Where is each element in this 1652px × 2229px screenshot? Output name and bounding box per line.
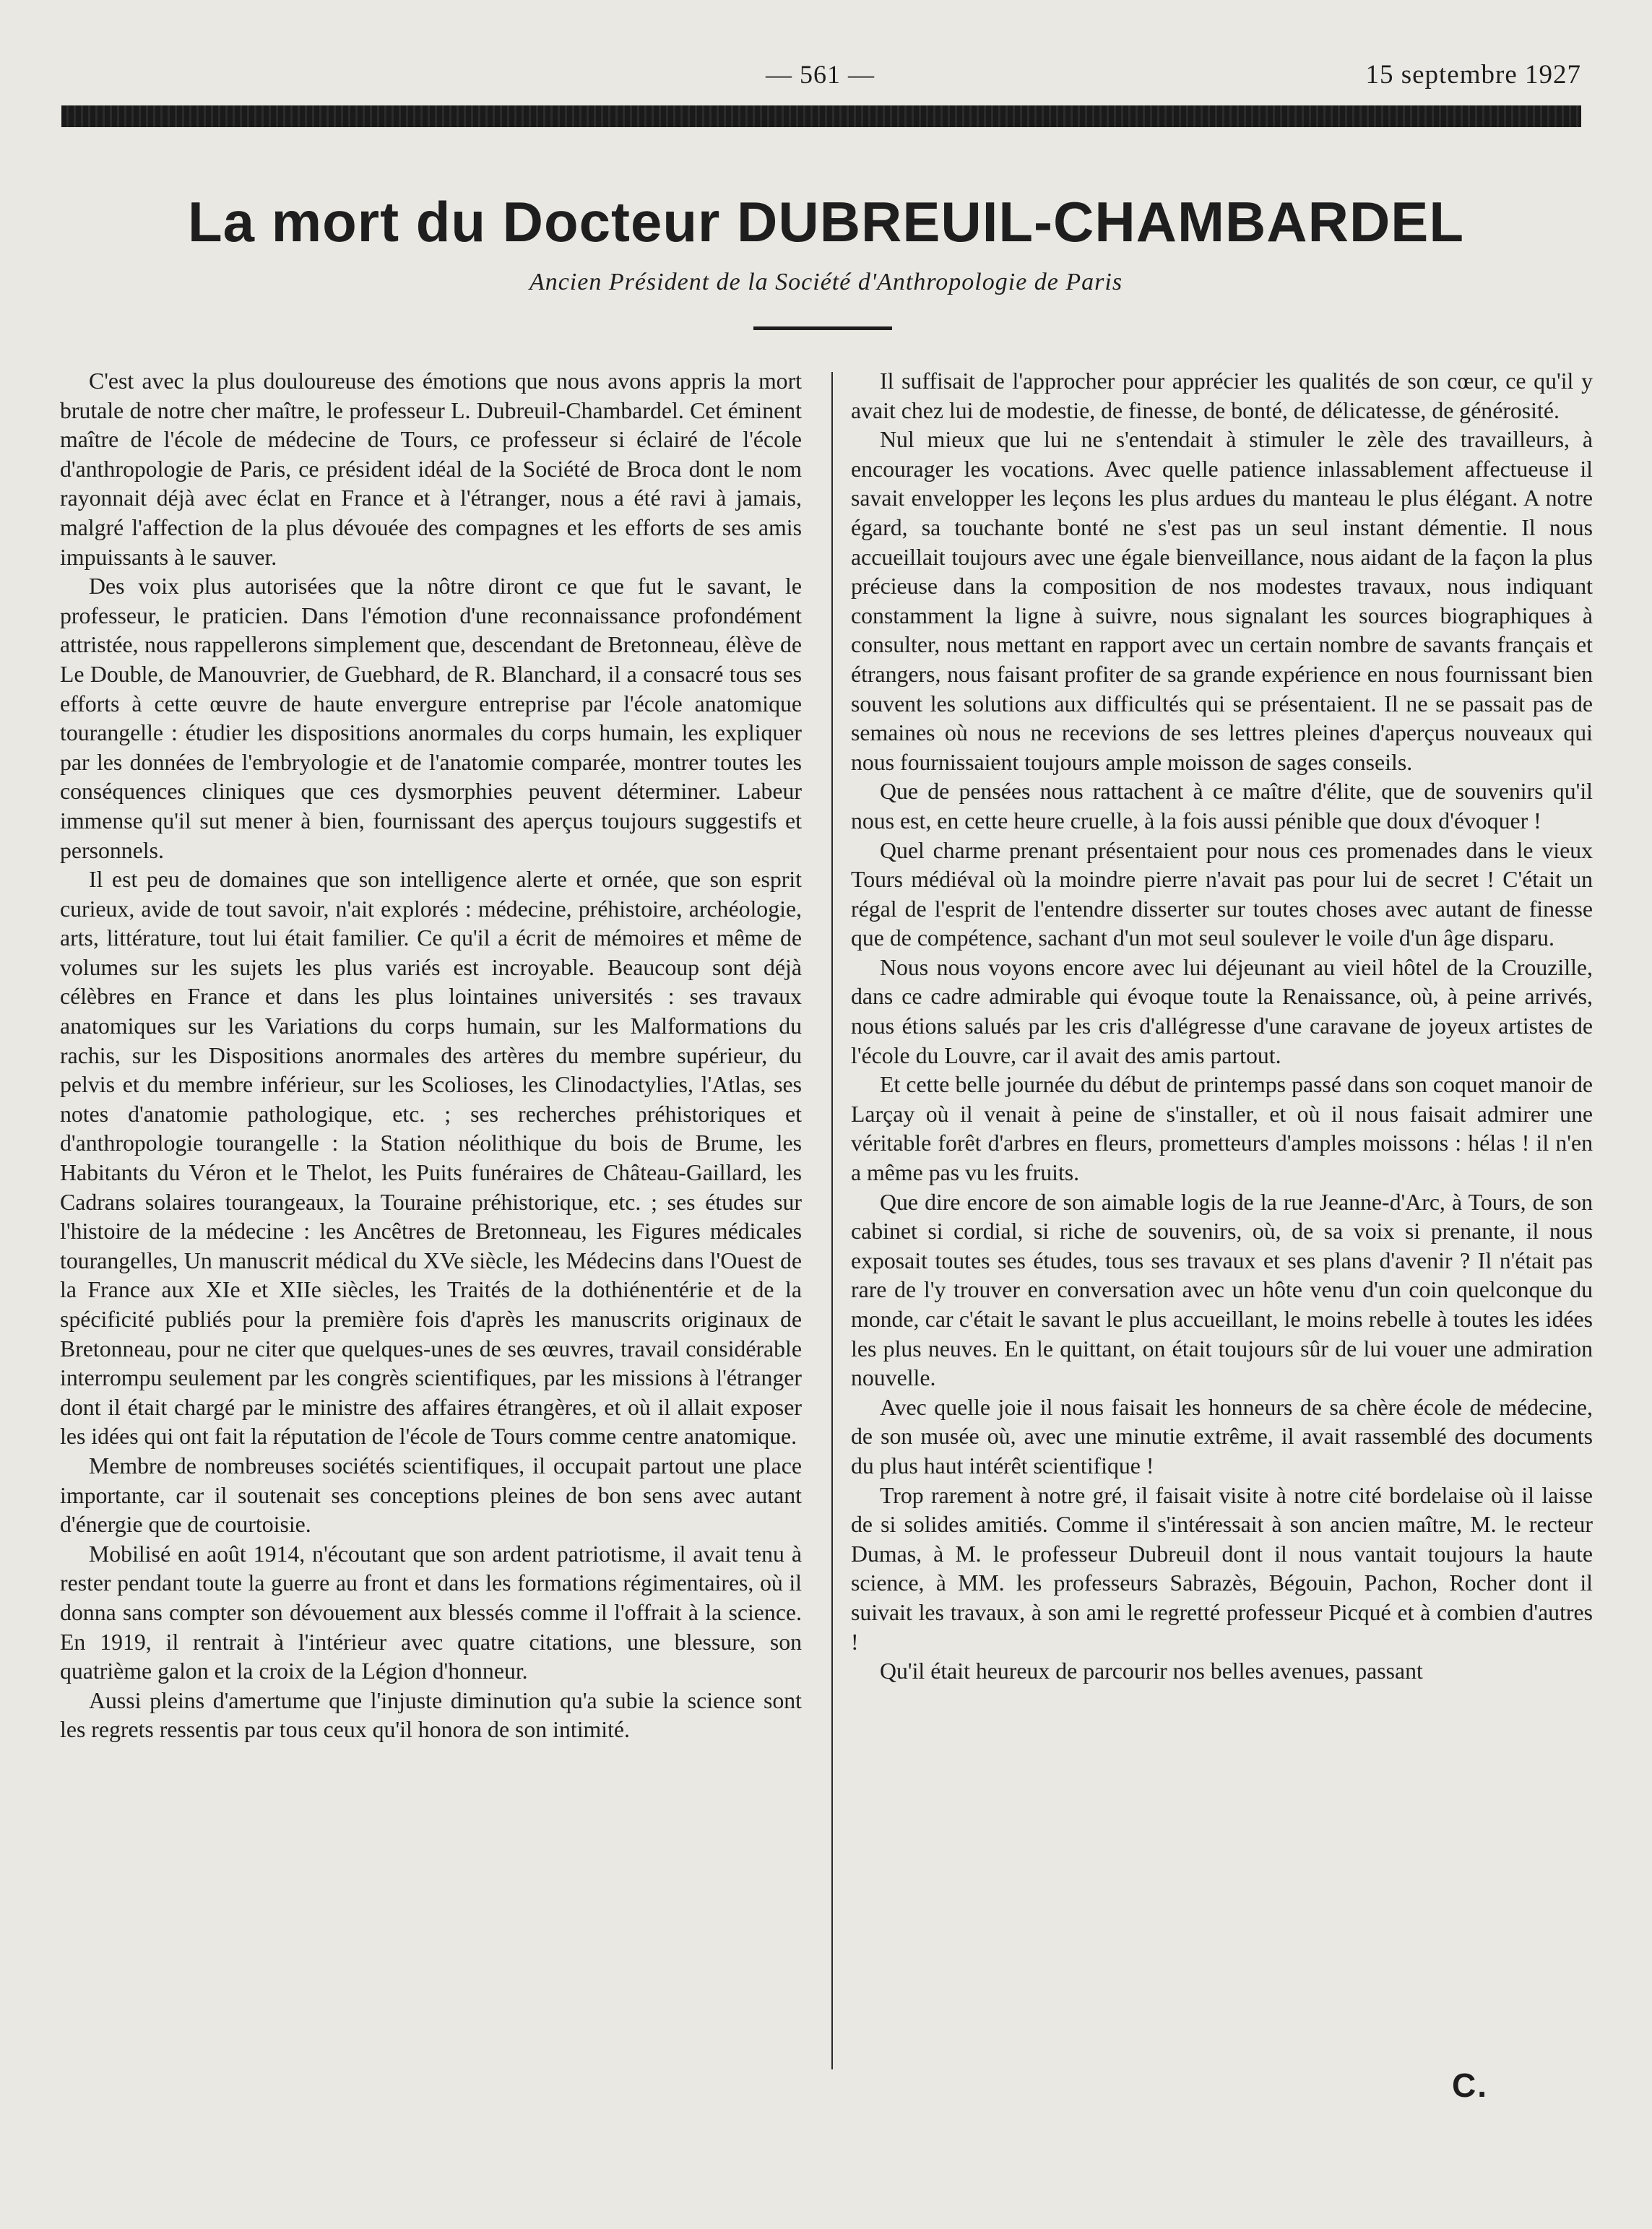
paragraph: Il suffisait de l'approcher pour apprécier les qualités de son cœur, ce qu'il y avait chez lui de modestie, de finesse, de bonté, de délicatesse, de générosité. — [851, 368, 1593, 423]
paragraph: Aussi pleins d'amertume que l'injuste diminution qu'a subie la science sont les regrets ressentis par tous ceux qu'il honora de son intimité. — [60, 1687, 802, 1743]
paragraph: Trop rarement à notre gré, il faisait visite à notre cité bordelaise où il laisse de si solides amitiés. Comme il s'intéressait à son ancien maître, M. le recteur Dumas, à M. le professeur Dubreuil dont il nous vantait toujours la haute science, à MM. les professeurs Sabrazès, Bégouin, Pachon, Rocher dont il suivait les travaux, à son ami le regretté professeur Picqué et à combien d'autres ! — [851, 1482, 1593, 1655]
author-signature: C. — [1452, 2066, 1488, 2104]
right-column — [851, 367, 1593, 1687]
paragraph: Membre de nombreuses sociétés scientifiques, il occupait partout une place importante, car il soutenait ses conceptions pleines de bon sens avec autant d'énergie que de courtoisie. — [60, 1453, 802, 1538]
article-subtitle: Ancien Président de la Société d'Anthropologie de Paris — [529, 269, 1123, 295]
paragraph: Et cette belle journée du début de printemps passé dans son coquet manoir de Larçay où il venait à peine de s'installer, et où il nous faisait admirer une véritable forêt d'arbres en fleurs, prometteurs d'amples moissons : hélas ! il n'en a même pas vu les fruits. — [851, 1072, 1593, 1186]
paragraph: Que de pensées nous rattachent à ce maître d'élite, que de souvenirs qu'il nous est, en cette heure cruelle, à la fois aussi pénible que doux d'évoquer ! — [851, 779, 1593, 834]
paragraph: Quel charme prenant présentaient pour nous ces promenades dans le vieux Tours médiéval où la moindre pierre n'avait pas pour lui de secret ! C'était un régal de l'esprit de l'entendre disserter sur toutes choses avec autant de finesse que de compétence, sachant d'un mot seul soulever le voile d'un âge disparu. — [851, 837, 1593, 951]
paragraph: Que dire encore de son aimable logis de la rue Jeanne-d'Arc, à Tours, de son cabinet si cordial, si riche de souvenirs, où, de sa voix si prenante, il nous exposait toutes ses études, tous ses travaux et ses plans d'avenir ? Il n'était pas rare de l'y trouver en conversation avec un hôte venu d'un coin quelconque du monde, car c'était le savant le plus accueillant, le moins rebelle à toutes les idées les plus neuves. En le quittant, on était toujours sûr de lui vouer une admiration nouvelle. — [851, 1189, 1593, 1391]
column-divider — [831, 372, 833, 2069]
paragraph: Des voix plus autorisées que la nôtre diront ce que fut le savant, le professeur, le praticien. Dans l'émotion d'une reconnaissance profondément attristée, nous rappellerons simplement que, descendant de Bretonneau, élève de Le Double, de Manouvrier, de Guebhard, de R. Blanchard, il a consacré tous ses efforts à cette œuvre de haute envergure entreprise par l'école anatomique tourangelle : étudier les dispositions anormales du corps humain, les expliquer par les données de l'embryologie et de l'anatomie comparée, montrer toutes les conséquences cliniques que ces dysmorphies peuvent déterminer. Labeur immense qu'il sut mener à bien, fournissant des aperçus toujours suggestifs et personnels. — [60, 574, 802, 863]
issue-date: 15 septembre 1927 — [1365, 60, 1581, 90]
paragraph: Avec quelle joie il nous faisait les honneurs de sa chère école de médecine, de son musée où, avec une minutie extrême, il avait rassemblé des documents du plus haut intérêt scientifique ! — [851, 1394, 1593, 1479]
paragraph: Qu'il était heureux de parcourir nos belles avenues, passant — [880, 1658, 1423, 1684]
paragraph: Il est peu de domaines que son intelligence alerte et ornée, que son esprit curieux, avide de tout savoir, n'ait explorés : médecine, préhistoire, archéologie, arts, littérature, tout lui était familier. Ce qu'il a écrit de mémoires et même de volumes sur les sujets les plus variés est incroyable. Beaucoup sont déjà célèbres en France et dans les plus lointaines universités : ses travaux anatomiques sur les Variations du corps humain, sur les Malformations du rachis, sur les Dispositions anormales des artères du membre supérieur, du pelvis et du membre inférieur, sur les Scolioses, les Clinodactylies, l'Atlas, ses notes d'anatomie pathologique, etc. ; ses recherches préhistoriques et d'anthropologie tourangelle : la Station néolithique du bois de Brume, les Habitants du Véron et le Thelot, les Puits funéraires de Château-Gaillard, les Cadrans solaires tourangeaux, la Touraine préhistorique, etc. ; ses études sur l'histoire de la médecine : les Ancêtres de Bretonneau, les Figures médicales tourangelles, Un manuscrit médical du XVe siècle, les Médecins dans l'Ouest de la France aux XIe et XIIe siècles, les Traités de la dothiénentérie et de la spécificité publiés pour la première fois d'après les manuscrits originaux de Bretonneau, pour ne citer que quelques-unes de ses œuvres, travail considérable interrompu seulement par les congrès scientifiques, par les missions à l'étranger dont il était chargé par le ministre des affaires étrangères, et où il allait exposer les idées qui ont fait la réputation de l'école de Tours comme centre anatomique. — [60, 867, 802, 1450]
title-divider — [753, 326, 892, 330]
page-number: — 561 — — [766, 60, 875, 89]
article-title: La mort du Docteur DUBREUIL-CHAMBARDEL — [188, 190, 1464, 254]
page-header — [61, 59, 1581, 103]
header-rule — [61, 105, 1581, 127]
paragraph: C'est avec la plus douloureuse des émotions que nous avons appris la mort brutale de notre cher maître, le professeur L. Dubreuil-Chambardel. Cet éminent maître de l'école de médecine de Tours, ce professeur si éclairé de l'école d'anthropologie de Paris, ce président idéal de la Société de Broca dont le nom rayonnait déjà avec éclat en France et à l'étranger, nous a été ravi à jamais, malgré l'affection de la plus dévouée des compagnes et les efforts de ses amis impuissants à le sauver. — [60, 368, 802, 570]
paragraph: Nul mieux que lui ne s'entendait à stimuler le zèle des travailleurs, à encourager les vocations. Avec quelle patience inlassablement affectueuse il savait envelopper les leçons les plus ardues du manteau le plus élégant. A notre égard, sa touchante bonté ne s'est pas un seul instant démentie. Il nous accueillait toujours avec une égale bienveillance, nous aidant de la façon la plus précieuse dans la composition de nos modestes travaux, nous indiquant constamment la ligne à suivre, nous signalant les sources biographiques à consulter, nous mettant en rapport avec un certain nombre de savants français et étrangers, nous faisant profiter de sa grande expérience en nous fournissant bien souvent les solutions aux difficultés qui se présentaient. Il ne se passait pas de semaines où nous ne recevions de ses lettres pleines d'aperçus nouveaux qui nous fournissaient toujours ample moisson de sages conseils. — [851, 427, 1593, 775]
paragraph: Nous nous voyons encore avec lui déjeunant au vieil hôtel de la Crouzille, dans ce cadre admirable qui évoque toute la Renaissance, où, à peine arrivés, nous étions salués par les cris d'allégresse d'une caravane de joyeux artistes de l'école du Louvre, car il avait des amis partout. — [851, 954, 1593, 1068]
paragraph: Mobilisé en août 1914, n'écoutant que son ardent patriotisme, il avait tenu à rester pendant toute la guerre au front et dans les formations régimentaires, où il donna sans compter son dévouement aux blessés comme il l'offrait à la science. En 1919, il rentrait à l'intérieur avec quatre citations, une blessure, son quatrième galon et la croix de la Légion d'honneur. — [60, 1541, 802, 1684]
left-column — [60, 367, 802, 1745]
